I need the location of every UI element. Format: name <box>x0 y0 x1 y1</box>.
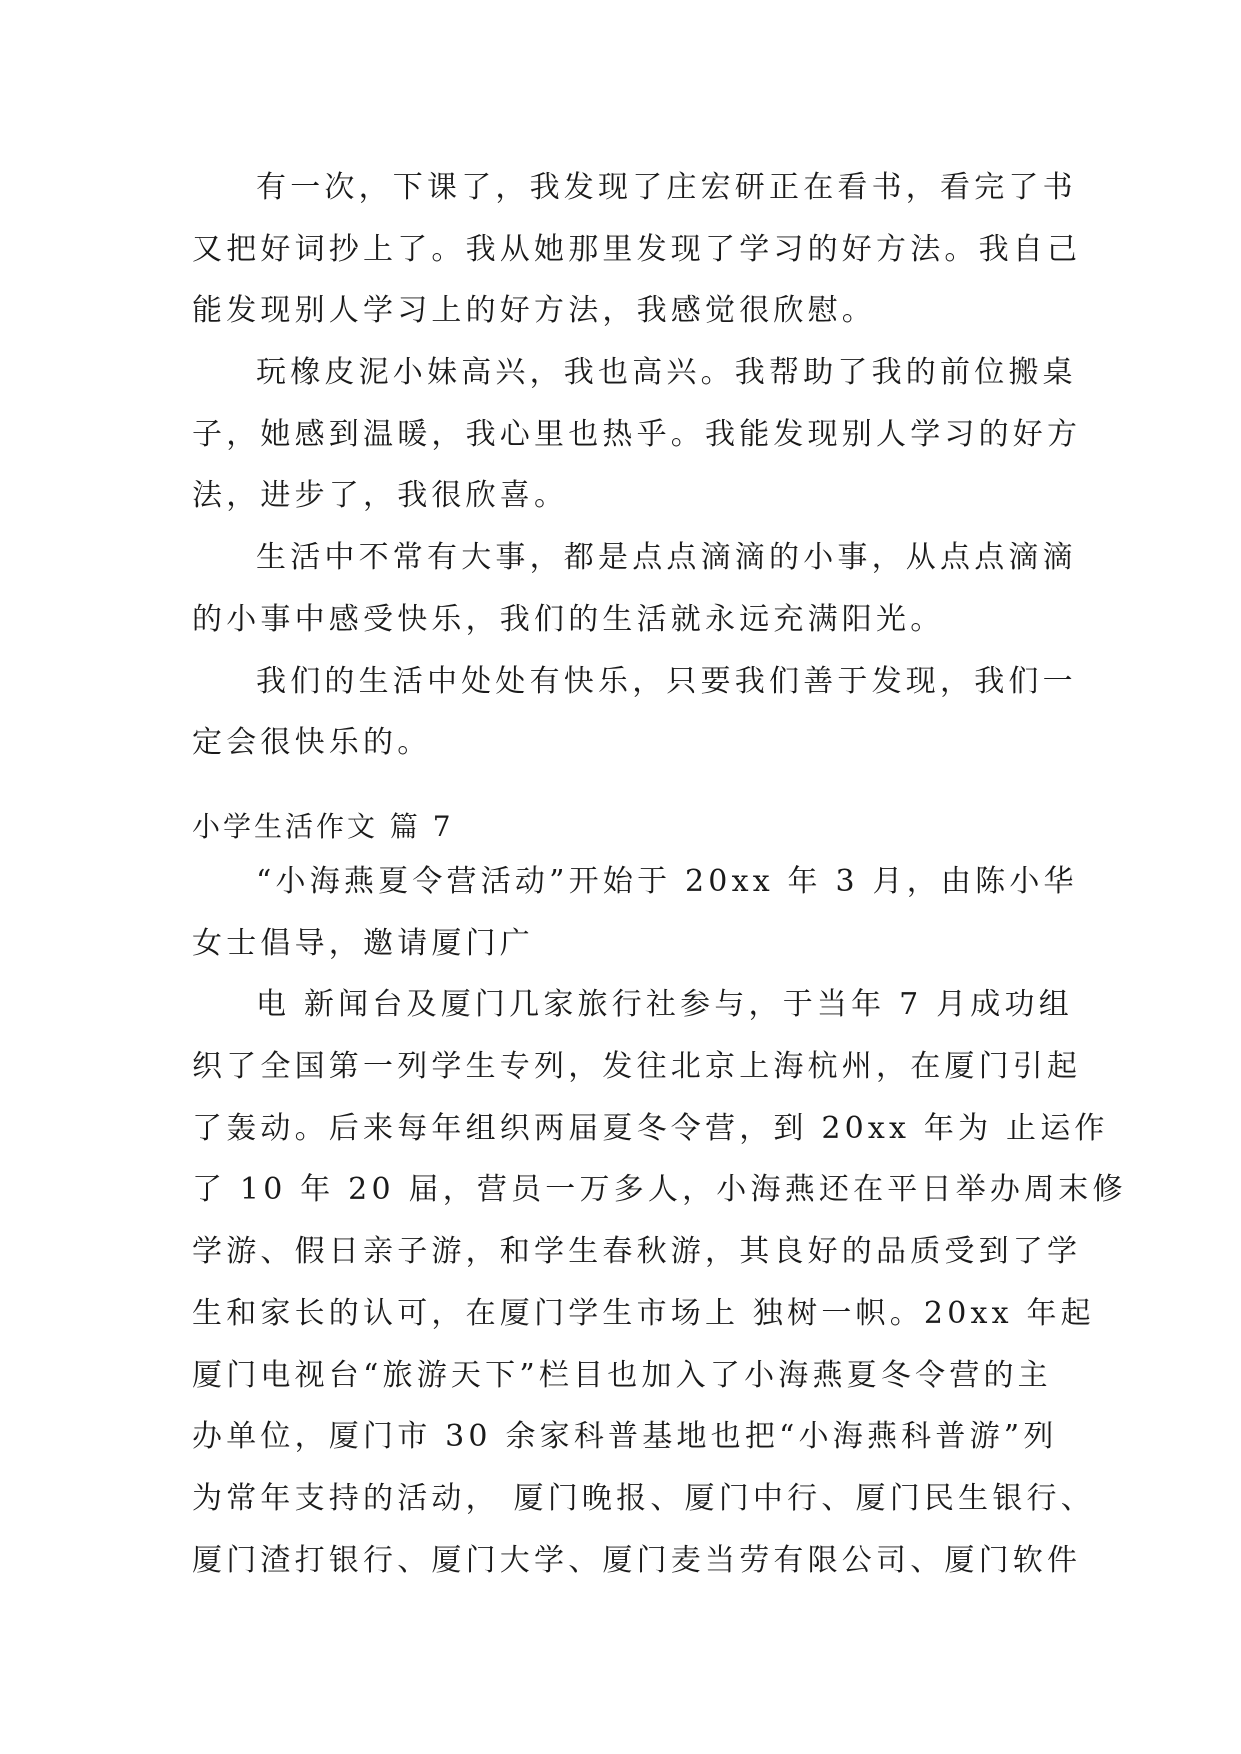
paragraph-line: 了 10 年 20 届，营员一万多人，小海燕还在平日举办周末修 <box>192 1172 1127 1208</box>
paragraph-line: 法，进步了，我很欣喜。 <box>192 478 569 514</box>
paragraph-line: 能发现别人学习上的好方法，我感觉很欣慰。 <box>192 293 876 329</box>
paragraph-line: 的小事中感受快乐，我们的生活就永远充满阳光。 <box>192 601 945 637</box>
paragraph-line: 学游、假日亲子游，和学生春秋游，其良好的品质受到了学 <box>192 1234 1082 1270</box>
paragraph-line: 我们的生活中处处有快乐，只要我们善于发现，我们一 <box>256 663 1077 699</box>
paragraph-line: 了轰动。后来每年组织两届夏冬令营，到 20xx 年为 止运作 <box>192 1110 1109 1146</box>
paragraph-line: “小海燕夏令营活动”开始于 20xx 年 3 月，由陈小华 <box>256 864 1078 899</box>
section-heading: 小学生活作文 篇 7 <box>192 810 454 843</box>
paragraph-line: 又把好词抄上了。我从她那里发现了学习的好方法。我自己 <box>192 231 1082 267</box>
paragraph-line: 定会很快乐的。 <box>192 725 432 761</box>
essay-body-top <box>192 157 1082 774</box>
paragraph-line: 生活中不常有大事，都是点点滴滴的小事，从点点滴滴 <box>256 540 1077 576</box>
paragraph-line: 子，她感到温暖，我心里也热乎。我能发现别人学习的好方 <box>192 416 1082 452</box>
paragraph-line: 女士倡导，邀请厦门广 <box>192 925 534 961</box>
paragraph-line: 有一次，下课了，我发现了庄宏研正在看书，看完了书 <box>256 170 1077 205</box>
essay-body-bottom <box>192 851 1127 1591</box>
paragraph-line: 为常年支持的活动， 厦门晚报、厦门中行、厦门民生银行、 <box>192 1480 1095 1516</box>
paragraph-line: 电 新闻台及厦门几家旅行社参与，于当年 7 月成功组 <box>256 987 1073 1023</box>
paragraph-line: 玩橡皮泥小妹高兴，我也高兴。我帮助了我的前位搬桌 <box>256 355 1077 391</box>
paragraph-line: 织了全国第一列学生专列，发往北京上海杭州，在厦门引起 <box>192 1049 1082 1085</box>
paragraph-line: 厦门渣打银行、厦门大学、厦门麦当劳有限公司、厦门软件 <box>192 1542 1082 1578</box>
paragraph-line: 生和家长的认可，在厦门学生市场上 独树一帜。20xx 年起 <box>192 1295 1095 1331</box>
paragraph-line: 办单位，厦门市 30 余家科普基地也把“小海燕科普游”列 <box>192 1419 1058 1455</box>
paragraph-line: 厦门电视台“旅游天下”栏目也加入了小海燕夏冬令营的主 <box>192 1357 1052 1393</box>
